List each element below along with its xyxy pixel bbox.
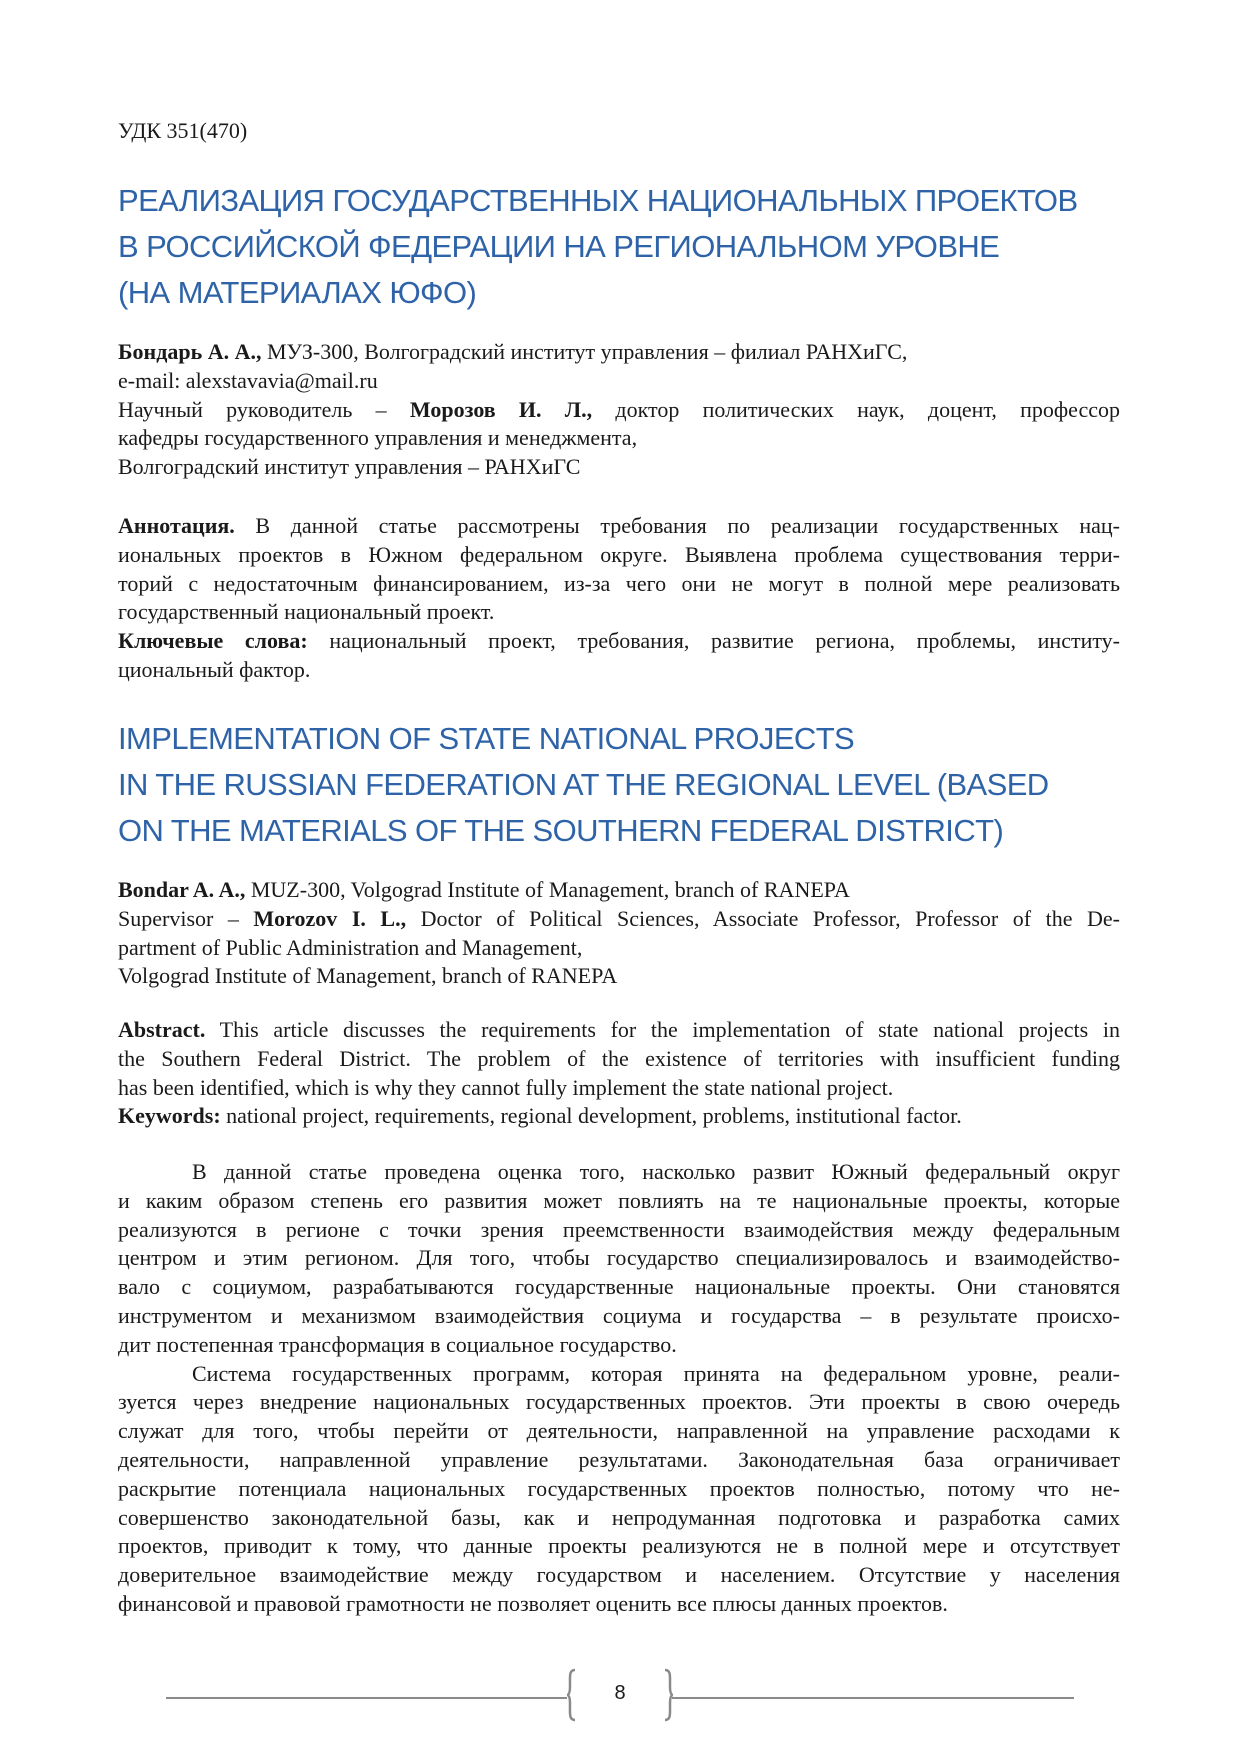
body-line: реализуются в регионе с точки зрения преемственности взаимодействия между федеральным	[118, 1216, 1120, 1242]
body-line: служат для того, чтобы перейти от деятельности, направленной на управление расходами к	[118, 1418, 1120, 1444]
author-affiliation-ru: МУЗ-300, Волгоградский институт управления – филиал РАНХиГС,	[261, 339, 908, 364]
author-line-en	[118, 876, 1120, 905]
udk-code: УДК 351(470)	[118, 118, 248, 143]
supervisor-name-ru: Морозов И. Л.,	[409, 396, 593, 422]
abstract-ru-line: торий с недостаточным финансированием, из-за чего они не могут в полной мере реализовать	[118, 570, 1120, 596]
footer-bracket-left	[566, 1668, 576, 1722]
body-line: Система государственных программ, которая принята на федеральном уровне, реали-	[192, 1360, 1120, 1386]
footer-rule-right	[672, 1697, 1074, 1699]
title-ru-line: В РОССИЙСКОЙ ФЕДЕРАЦИИ НА РЕГИОНАЛЬНОМ УРОВНЕ	[118, 229, 1000, 264]
supervisor-prefix-en: Supervisor –	[118, 905, 254, 931]
title-en-line: IMPLEMENTATION OF STATE NATIONAL PROJECTS	[118, 721, 855, 756]
abstract-ru-line: государственный национальный проект.	[118, 599, 495, 625]
supervisor-title-en: Doctor of Political Sciences, Associate Professor, Professor of the De-	[406, 905, 1121, 931]
supervisor-line-ru	[118, 396, 1120, 425]
supervisor-dept-ru: кафедры государственного управления и менеджмента,	[118, 425, 638, 451]
abstract-en	[118, 1016, 1120, 1131]
author-name-ru: Бондарь А. А.,	[118, 339, 262, 364]
body-line: центром и этим регионом. Для того, чтобы государство специализировалось и взаимодейство-	[118, 1245, 1120, 1271]
supervisor-prefix-ru: Научный руководитель –	[118, 396, 410, 422]
keywords-en	[118, 1102, 1120, 1131]
abstract-en-line	[118, 1016, 1120, 1045]
body-line: раскрытие потенциала национальных государственных проектов полностью, потому что не-	[118, 1475, 1120, 1501]
footer-rule-left	[166, 1697, 567, 1699]
supervisor-name-en: Morozov I. L.,	[253, 905, 407, 931]
body-line: зуется через внедрение национальных государственных проектов. Эти проекты в свою очередь	[118, 1389, 1120, 1415]
supervisor-line-en	[118, 905, 1120, 934]
body-line: В данной статье проведена оценка того, насколько развит Южный федеральный округ	[192, 1159, 1120, 1184]
author-line-ru	[118, 338, 1120, 367]
keywords-ru-text: национальный проект, требования, развитие региона, проблемы, институ-	[307, 628, 1120, 654]
supervisor-inst-en: Volgograd Institute of Management, branch of RANEPA	[118, 963, 618, 989]
abstract-ru-line	[118, 512, 1120, 541]
author-email: e-mail: alexstavavia@mail.ru	[118, 367, 378, 393]
keywords-ru-label: Ключевые слова:	[118, 628, 308, 654]
abstract-en-line: has been identified, which is why they cannot fully implement the state national project.	[118, 1074, 894, 1100]
title-ru-line: РЕАЛИЗАЦИЯ ГОСУДАРСТВЕННЫХ НАЦИОНАЛЬНЫХ ПРОЕКТОВ	[118, 183, 1078, 218]
body-line: проектов, приводит к тому, что данные проекты реализуются не в полной мере и отсутствует	[118, 1533, 1120, 1559]
supervisor-title-ru: доктор политических наук, доцент, профессор	[592, 396, 1121, 422]
supervisor-dept-en: partment of Public Administration and Management,	[118, 934, 583, 960]
body-line: вало с социумом, разрабатываются государственные национальные проекты. Они становятся	[118, 1274, 1120, 1300]
abstract-ru-label: Аннотация.	[118, 513, 235, 538]
abstract-ru-text: В данной статье рассмотрены требования по реализации государственных нац-	[234, 513, 1120, 538]
body-text	[118, 1158, 1120, 1619]
keywords-ru	[118, 627, 1120, 656]
page-number: 8	[614, 1682, 626, 1704]
title-en-line: ON THE MATERIALS OF THE SOUTHERN FEDERAL DISTRICT)	[118, 813, 1004, 848]
title-en	[118, 716, 1128, 854]
author-name-en: Bondar A. A.,	[118, 877, 246, 902]
authors-ru	[118, 338, 1120, 482]
body-line: дит постепенная трансформация в социальное государство.	[118, 1331, 677, 1357]
body-line: финансовой и правовой грамотности не позволяет оценить все плюсы данных проектов.	[118, 1590, 948, 1616]
body-line: и каким образом степень его развития может повлиять на те национальные проекты, которые	[118, 1187, 1120, 1213]
keywords-en-text: national project, requirements, regional development, problems, institutional factor.	[220, 1103, 962, 1129]
body-line: совершенство законодательной базы, как и непродуманная подготовка и разработка самих	[118, 1504, 1120, 1530]
title-en-line: IN THE RUSSIAN FEDERATION AT THE REGIONAL LEVEL (BASED	[118, 767, 1049, 802]
body-line: доверительное взаимодействие между государством и населением. Отсутствие у населения	[118, 1562, 1120, 1588]
abstract-ru	[118, 512, 1120, 685]
title-ru	[118, 178, 1128, 316]
abstract-en-line: the Southern Federal District. The problem of the existence of territories with insufficient funding	[118, 1045, 1120, 1071]
keywords-en-label: Keywords:	[118, 1103, 221, 1129]
author-affiliation-en: MUZ-300, Volgograd Institute of Management, branch of RANEPA	[245, 877, 850, 902]
abstract-en-text: This article discusses the requirements for the implementation of state national projects in	[205, 1017, 1120, 1042]
authors-en	[118, 876, 1120, 991]
body-line: инструментом и механизмом взаимодействия социума и государства – в результате происхо-	[118, 1302, 1120, 1328]
body-line: деятельности, направленной управление результатами. Законодательная база ограничивает	[118, 1446, 1120, 1472]
abstract-ru-line: иональных проектов в Южном федеральном округе. Выявлена проблема существования терри-	[118, 541, 1120, 567]
footer-bracket-right	[664, 1668, 674, 1722]
supervisor-inst-ru: Волгоградский институт управления – РАНХиГС	[118, 454, 581, 480]
title-ru-line: (НА МАТЕРИАЛАХ ЮФО)	[118, 275, 477, 310]
abstract-en-label: Abstract.	[118, 1017, 206, 1042]
keywords-ru-line: циональный фактор.	[118, 656, 311, 682]
